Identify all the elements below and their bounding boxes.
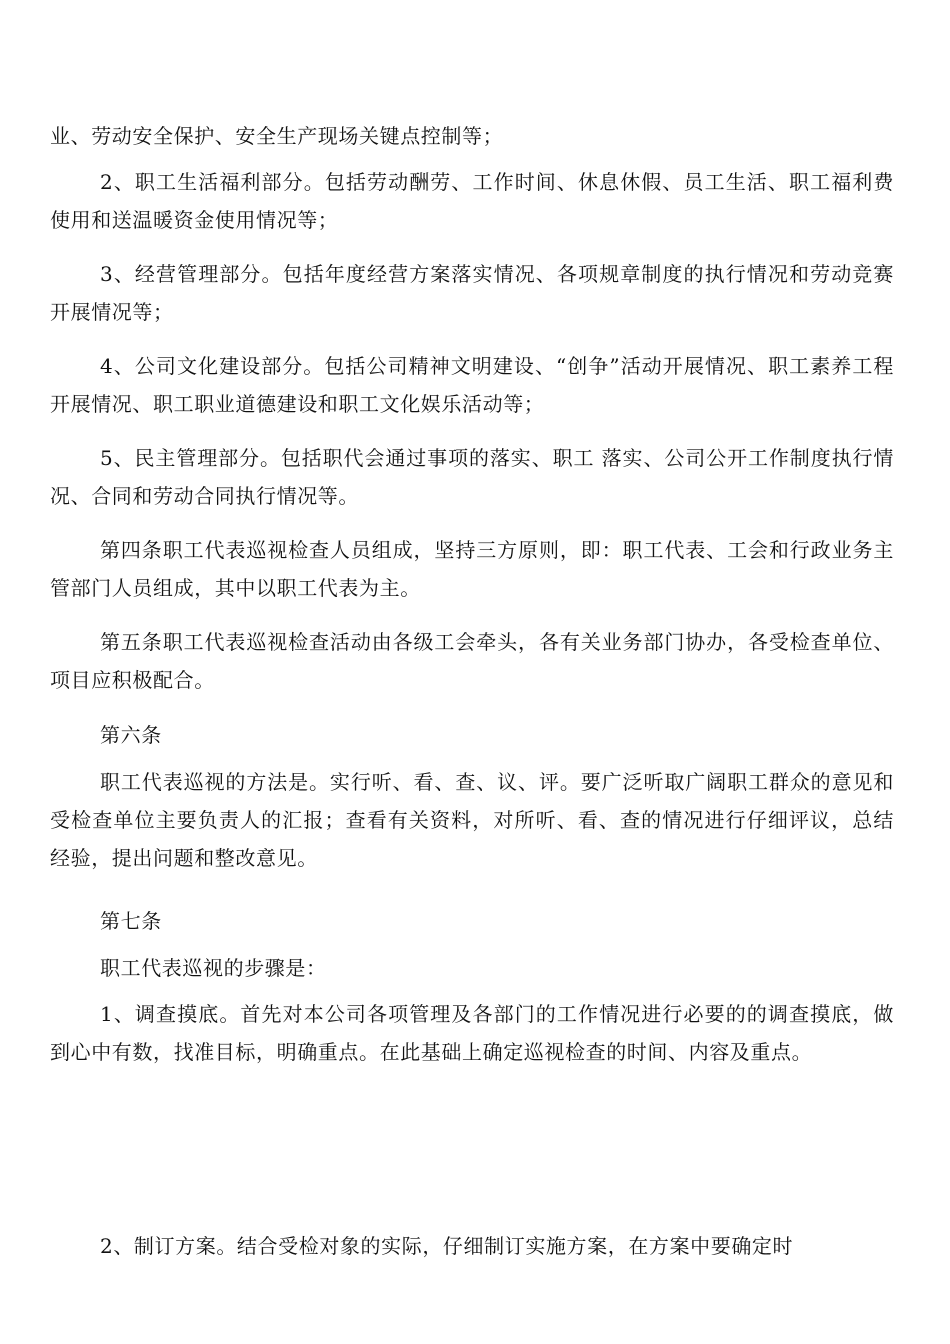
paragraph-item-4: 4、公司文化建设部分。包括公司精神文明建设、“创争”活动开展情况、职工素养工程开展情况、职工职业道德建设和职工文化娱乐活动等； xyxy=(50,354,894,416)
paragraph-continuation: 业、劳动安全保护、安全生产现场关键点控制等； xyxy=(50,124,504,148)
paragraph-step-1: 1、调查摸底。首先对本公司各项管理及各部门的工作情况进行必要的的调查摸底，做到心中有数，找准目标，明确重点。在此基础上确定巡视检查的时间、内容及重点。 xyxy=(50,1002,894,1064)
paragraph-article-5: 第五条职工代表巡视检查活动由各级工会牵头，各有关业务部门协办，各受检查单位、项目应积极配合。 xyxy=(50,630,894,692)
paragraph-article-7-heading: 第七条 xyxy=(100,909,162,933)
paragraph-article-4: 第四条职工代表巡视检查人员组成，坚持三方原则，即：职工代表、工会和行政业务主管部门人员组成，其中以职工代表为主。 xyxy=(50,538,894,600)
paragraph-inspection-steps: 职工代表巡视的步骤是： xyxy=(100,956,327,980)
paragraph-article-6-heading: 第六条 xyxy=(100,723,162,747)
paragraph-item-3: 3、经营管理部分。包括年度经营方案落实情况、各项规章制度的执行情况和劳动竞赛开展情况等； xyxy=(50,262,894,324)
paragraph-inspection-method: 职工代表巡视的方法是。实行听、看、查、议、评。要广泛听取广阔职工群众的意见和受检查单位主要负责人的汇报；查看有关资料，对所听、看、查的情况进行仔细评议，总结经验，提出问题和整改意见。 xyxy=(50,770,894,870)
paragraph-item-2: 2、职工生活福利部分。包括劳动酬劳、工作时间、休息休假、员工生活、职工福利费使用和送温暖资金使用情况等； xyxy=(50,170,894,232)
paragraph-item-5: 5、民主管理部分。包括职代会通过事项的落实、职工 落实、公司公开工作制度执行情况、合同和劳动合同执行情况等。 xyxy=(50,446,894,508)
paragraph-step-2: 2、制订方案。结合受检对象的实际，仔细制订实施方案，在方案中要确定时 xyxy=(100,1234,794,1258)
